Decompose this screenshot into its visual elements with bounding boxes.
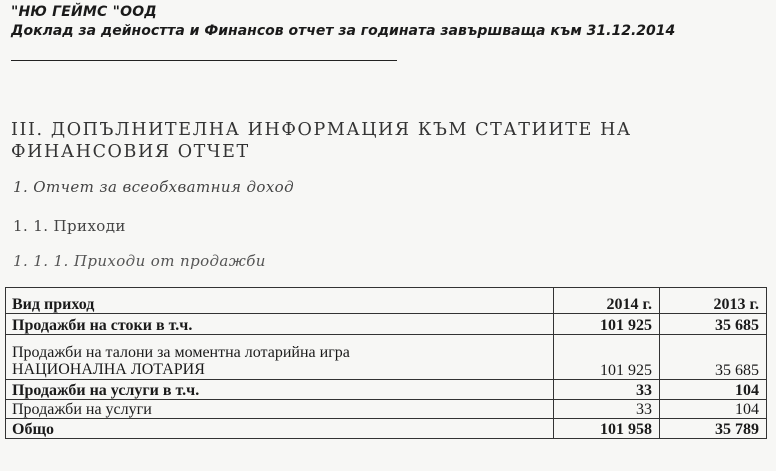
table-row — [6, 400, 767, 419]
header-cell-2014: 2014 г. — [554, 288, 660, 314]
row-value-2013: 104 — [660, 380, 767, 400]
subsection-heading-1-1: 1. 1. Приходи — [13, 217, 126, 235]
row-value-2014: 101 958 — [554, 419, 660, 439]
row-label: Продажби на услуги в т.ч. — [6, 380, 554, 400]
header-cell-2013: 2013 г. — [660, 288, 767, 314]
table-total-row — [6, 419, 767, 439]
section-title: III. ДОПЪЛНИТЕЛНА ИНФОРМАЦИЯ КЪМ СТАТИИТЕ НА ФИНАНСОВИЯ ОТЧЕТ — [11, 120, 632, 162]
row-value-2014: 33 — [554, 400, 660, 419]
row-value-2013: 35 685 — [660, 314, 767, 335]
table-row — [6, 314, 767, 335]
subsection-heading-1: 1. Отчет за всеобхватния доход — [13, 178, 295, 196]
row-label: Общо — [6, 419, 554, 439]
header-divider — [11, 60, 397, 61]
report-title: Доклад за дейността и Финансов отчет за годината завършваща към 31.12.2014 — [11, 23, 676, 39]
row-value-2013: 104 — [660, 400, 767, 419]
row-value-2014: 33 — [554, 380, 660, 400]
table-row — [6, 335, 767, 380]
company-name: "НЮ ГЕЙМС "ООД — [11, 4, 157, 20]
row-value-2013: 35 789 — [660, 419, 767, 439]
row-label: Продажби на стоки в т.ч. — [6, 314, 554, 335]
row-label: Продажби на услуги — [6, 400, 554, 419]
row-label — [6, 335, 554, 380]
row-value-2014: 101 925 — [554, 314, 660, 335]
row-value-2014: 101 925 — [554, 335, 660, 380]
subsection-heading-1-1-1: 1. 1. 1. Приходи от продажби — [13, 252, 266, 270]
row-label-text: Продажби на талони за моментна лотарийна игра НАЦИОНАЛНА ЛОТАРИЯ — [12, 344, 350, 378]
row-value-2013: 35 685 — [660, 335, 767, 380]
table-row — [6, 380, 767, 400]
revenue-table — [5, 287, 767, 439]
header-cell-type: Вид приход — [6, 288, 554, 314]
table-header-row — [6, 288, 767, 314]
